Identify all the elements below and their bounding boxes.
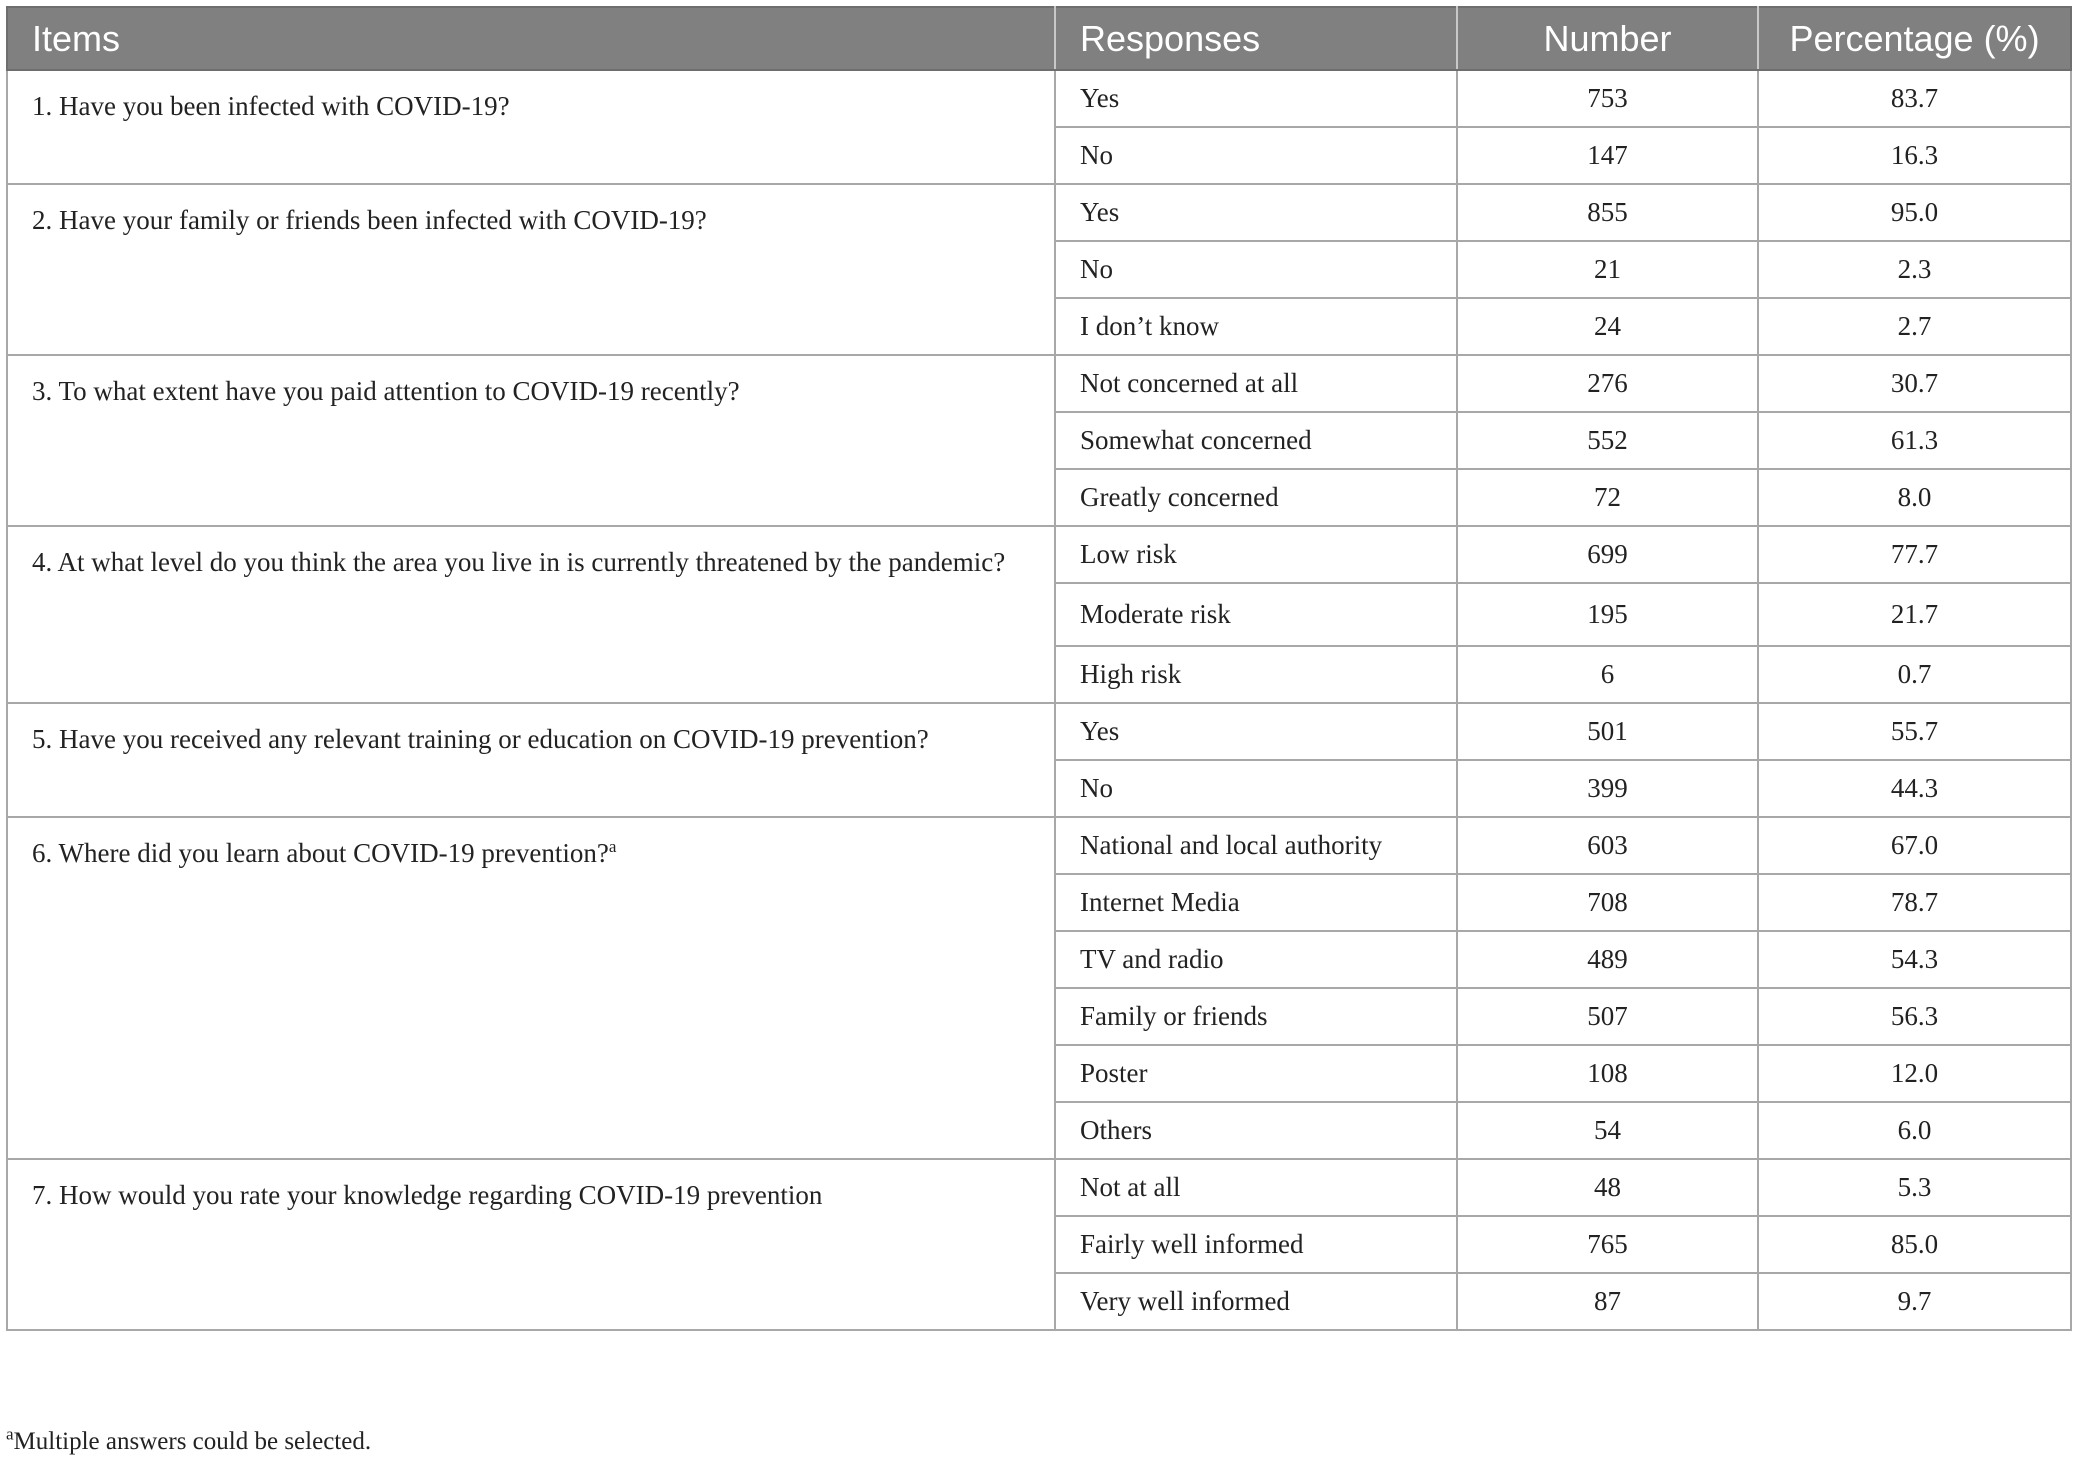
percentage-cell: 0.7	[1758, 646, 2071, 703]
percentage-cell: 2.3	[1758, 241, 2071, 298]
question-text: 2. Have your family or friends been infected with COVID-19?	[32, 205, 707, 235]
percentage-cell: 5.3	[1758, 1159, 2071, 1216]
percentage-cell: 6.0	[1758, 1102, 2071, 1159]
survey-table-container	[6, 6, 2070, 1331]
table-row	[7, 70, 2071, 127]
question-text: 7. How would you rate your knowledge regarding COVID-19 prevention	[32, 1180, 823, 1210]
question-text: 4. At what level do you think the area you live in is currently threatened by the pandemic?	[32, 547, 1006, 577]
response-cell: Fairly well informed	[1055, 1216, 1457, 1273]
number-cell: 72	[1457, 469, 1758, 526]
number-cell: 87	[1457, 1273, 1758, 1330]
response-cell: Somewhat concerned	[1055, 412, 1457, 469]
number-cell: 276	[1457, 355, 1758, 412]
percentage-cell: 44.3	[1758, 760, 2071, 817]
number-cell: 603	[1457, 817, 1758, 874]
number-cell: 6	[1457, 646, 1758, 703]
response-cell: National and local authority	[1055, 817, 1457, 874]
number-cell: 147	[1457, 127, 1758, 184]
response-cell: Yes	[1055, 184, 1457, 241]
percentage-cell: 2.7	[1758, 298, 2071, 355]
table-row	[7, 703, 2071, 760]
response-cell: Yes	[1055, 703, 1457, 760]
percentage-cell: 56.3	[1758, 988, 2071, 1045]
question-text: 3. To what extent have you paid attention to COVID-19 recently?	[32, 376, 740, 406]
number-cell: 552	[1457, 412, 1758, 469]
question-cell	[7, 184, 1055, 355]
number-cell: 501	[1457, 703, 1758, 760]
question-cell	[7, 703, 1055, 817]
percentage-cell: 21.7	[1758, 583, 2071, 646]
table-row	[7, 1159, 2071, 1216]
number-cell: 699	[1457, 526, 1758, 583]
percentage-cell: 9.7	[1758, 1273, 2071, 1330]
number-cell: 708	[1457, 874, 1758, 931]
number-cell: 765	[1457, 1216, 1758, 1273]
footnote-marker: a	[608, 837, 617, 856]
number-cell: 399	[1457, 760, 1758, 817]
header-row	[7, 7, 2071, 70]
table-row	[7, 526, 2071, 583]
question-cell	[7, 526, 1055, 703]
header-responses: Responses	[1055, 7, 1457, 70]
footnote-marker: a	[6, 1424, 14, 1444]
table-row	[7, 817, 2071, 874]
table-body	[7, 70, 2071, 1330]
question-text: 1. Have you been infected with COVID-19?	[32, 91, 510, 121]
question-cell	[7, 355, 1055, 526]
percentage-cell: 83.7	[1758, 70, 2071, 127]
percentage-cell: 16.3	[1758, 127, 2071, 184]
response-cell: No	[1055, 760, 1457, 817]
table-header	[7, 7, 2071, 70]
number-cell: 195	[1457, 583, 1758, 646]
number-cell: 108	[1457, 1045, 1758, 1102]
number-cell: 855	[1457, 184, 1758, 241]
response-cell: Very well informed	[1055, 1273, 1457, 1330]
response-cell: No	[1055, 127, 1457, 184]
response-cell: Moderate risk	[1055, 583, 1457, 646]
header-number: Number	[1457, 7, 1758, 70]
response-cell: No	[1055, 241, 1457, 298]
number-cell: 21	[1457, 241, 1758, 298]
percentage-cell: 8.0	[1758, 469, 2071, 526]
response-cell: Internet Media	[1055, 874, 1457, 931]
question-text: 6. Where did you learn about COVID-19 prevention?	[32, 838, 609, 868]
number-cell: 489	[1457, 931, 1758, 988]
percentage-cell: 54.3	[1758, 931, 2071, 988]
table-row	[7, 184, 2071, 241]
number-cell: 24	[1457, 298, 1758, 355]
percentage-cell: 78.7	[1758, 874, 2071, 931]
percentage-cell: 30.7	[1758, 355, 2071, 412]
percentage-cell: 55.7	[1758, 703, 2071, 760]
table-row	[7, 355, 2071, 412]
header-percentage: Percentage (%)	[1758, 7, 2071, 70]
number-cell: 48	[1457, 1159, 1758, 1216]
question-text: 5. Have you received any relevant training or education on COVID-19 prevention?	[32, 724, 929, 754]
response-cell: TV and radio	[1055, 931, 1457, 988]
percentage-cell: 85.0	[1758, 1216, 2071, 1273]
response-cell: Not at all	[1055, 1159, 1457, 1216]
response-cell: Family or friends	[1055, 988, 1457, 1045]
question-cell	[7, 1159, 1055, 1330]
number-cell: 54	[1457, 1102, 1758, 1159]
percentage-cell: 67.0	[1758, 817, 2071, 874]
response-cell: Greatly concerned	[1055, 469, 1457, 526]
percentage-cell: 77.7	[1758, 526, 2071, 583]
table-footnote	[6, 1424, 372, 1456]
question-cell	[7, 817, 1055, 1159]
footnote-text: Multiple answers could be selected.	[13, 1428, 372, 1455]
percentage-cell: 95.0	[1758, 184, 2071, 241]
number-cell: 753	[1457, 70, 1758, 127]
response-cell: Low risk	[1055, 526, 1457, 583]
question-cell	[7, 70, 1055, 184]
response-cell: I don’t know	[1055, 298, 1457, 355]
number-cell: 507	[1457, 988, 1758, 1045]
response-cell: Others	[1055, 1102, 1457, 1159]
survey-table	[6, 6, 2072, 1331]
response-cell: Yes	[1055, 70, 1457, 127]
percentage-cell: 61.3	[1758, 412, 2071, 469]
header-items: Items	[7, 7, 1055, 70]
percentage-cell: 12.0	[1758, 1045, 2071, 1102]
response-cell: High risk	[1055, 646, 1457, 703]
response-cell: Poster	[1055, 1045, 1457, 1102]
response-cell: Not concerned at all	[1055, 355, 1457, 412]
